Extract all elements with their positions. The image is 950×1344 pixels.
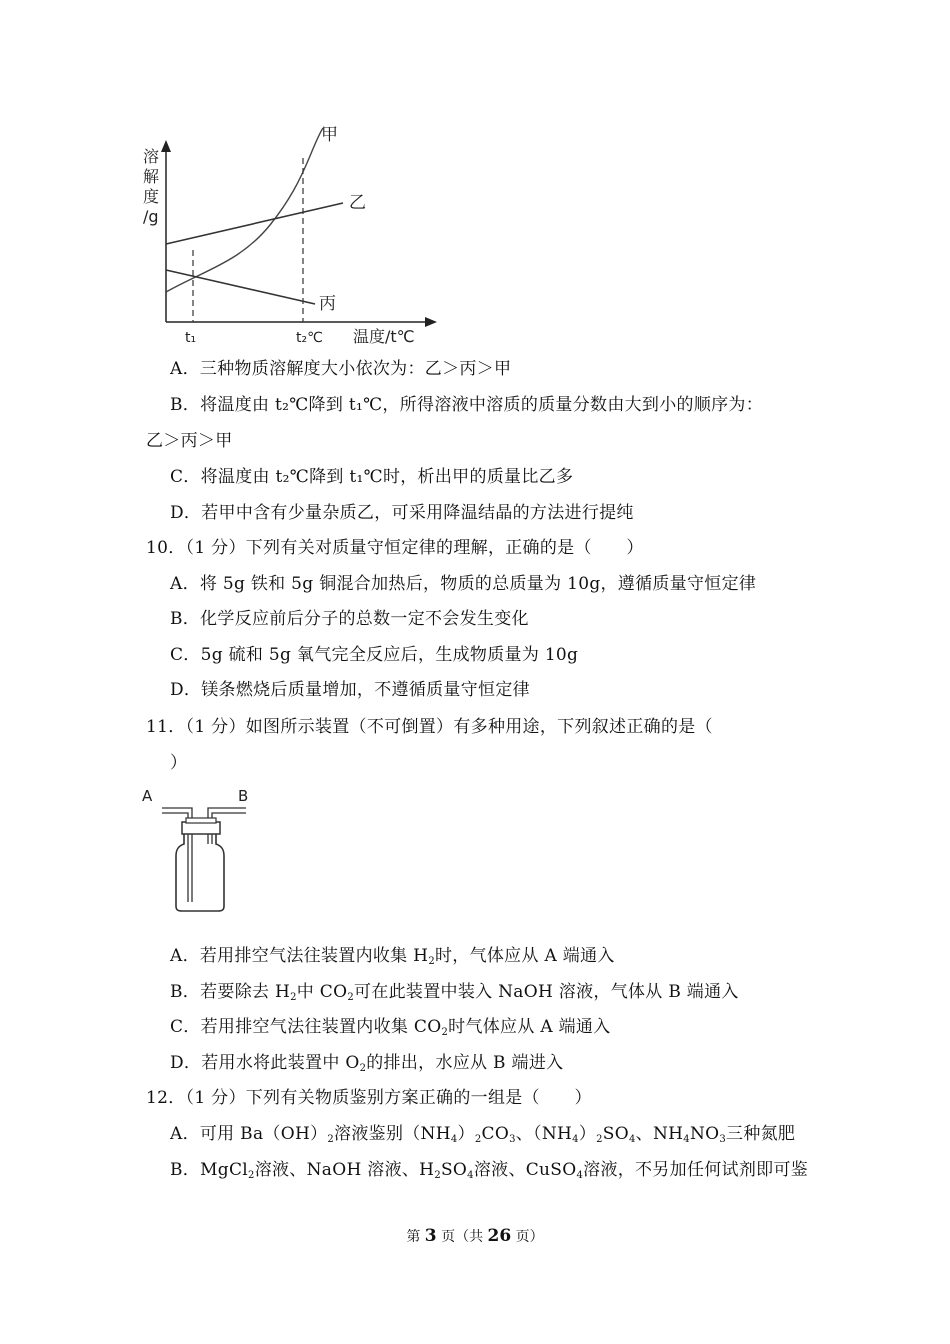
stopper: [182, 822, 220, 834]
q10-option-b: B．化学反应前后分子的总数一定不会发生变化: [170, 609, 529, 629]
y-axis-arrow: [161, 140, 171, 152]
fig-label-b: B: [238, 787, 249, 805]
q12-stem: 12．（1 分）下列有关物质鉴别方案正确的一组是（ ）: [146, 1088, 592, 1108]
gas-bottle-figure: [138, 784, 268, 916]
q10-stem: 10．（1 分）下列有关对质量守恒定律的理解，正确的是（ ）: [146, 538, 644, 558]
line-yi: [166, 203, 343, 244]
q10-option-d: D．镁条燃烧后质量增加，不遵循质量守恒定律: [170, 680, 530, 700]
label-jia: 甲: [321, 125, 338, 145]
q10-option-a: A．将 5g 铁和 5g 铜混合加热后，物质的总质量为 10g，遵循质量守恒定律: [170, 574, 757, 594]
q9-option-b: B．将温度由 t₂℃降到 t₁℃，所得溶液中溶质的质量分数由大到小的顺序为：: [170, 395, 764, 415]
curve-jia: [166, 128, 323, 292]
total-pages: 26: [487, 1226, 512, 1246]
y-label-3: 度: [143, 187, 160, 206]
q12-option-b: B．MgCl$_2$溶液、NaOH 溶液、$H_2SO_4$溶液、CuSO$_4$溶液，不另加任何试剂即可鉴: [170, 1160, 809, 1181]
line-bing: [166, 270, 315, 304]
q11-stem-cont: ）: [170, 753, 188, 773]
q11-option-d: D．若用水将此装置中 $O_2$的排出，水应从 B 端进入: [170, 1053, 564, 1074]
y-label-4: /g: [143, 207, 159, 226]
q9-option-b-cont: 乙＞丙＞甲: [146, 431, 233, 451]
solubility-graph: [135, 118, 445, 350]
q11-stem: 11．（1 分）如图所示装置（不可倒置）有多种用途，下列叙述正确的是（: [146, 717, 713, 737]
q11-option-c: C．若用排空气法往装置内收集 $CO_2$时气体应从 A 端通入: [170, 1017, 611, 1038]
stopper-top: [186, 818, 216, 823]
page-footer: 第 3 页（共 26 页）: [406, 1226, 544, 1246]
bottle: [176, 834, 224, 911]
fig-label-a: A: [142, 787, 153, 805]
y-label-1: 溶: [143, 147, 160, 166]
x-label: 温度/t℃: [353, 327, 415, 346]
q12-option-a: A．可用 $Ba(OH)_2$溶液鉴别$(NH_4)_2CO_3$、$(NH_4)_2SO_4$、$NH_4NO_3$三种氮肥: [170, 1124, 796, 1145]
label-bing: 丙: [319, 294, 336, 314]
y-label-2: 解: [143, 167, 160, 186]
q10-option-c: C．5g 硫和 5g 氧气完全反应后，生成物质量为 10g: [170, 645, 579, 665]
x-axis-arrow: [425, 317, 437, 327]
label-yi: 乙: [349, 193, 366, 213]
page-number: 3: [424, 1226, 437, 1246]
q9-option-c: C．将温度由 t₂℃降到 t₁℃时，析出甲的质量比乙多: [170, 467, 574, 487]
q11-option-a: A．若用排空气法往装置内收集 $H_2$时，气体应从 A 端通入: [170, 946, 615, 967]
q9-option-d: D．若甲中含有少量杂质乙，可采用降温结晶的方法进行提纯: [170, 503, 634, 523]
tick-t2: t₂℃: [296, 330, 323, 346]
q9-option-a: A．三种物质溶解度大小依次为：乙＞丙＞甲: [170, 359, 512, 379]
q11-option-b: B．若要除去 $H_2$中 $CO_2$可在此装置中装入 NaOH 溶液，气体从 B 端通入: [170, 982, 739, 1003]
tick-t1: t₁: [185, 330, 197, 346]
